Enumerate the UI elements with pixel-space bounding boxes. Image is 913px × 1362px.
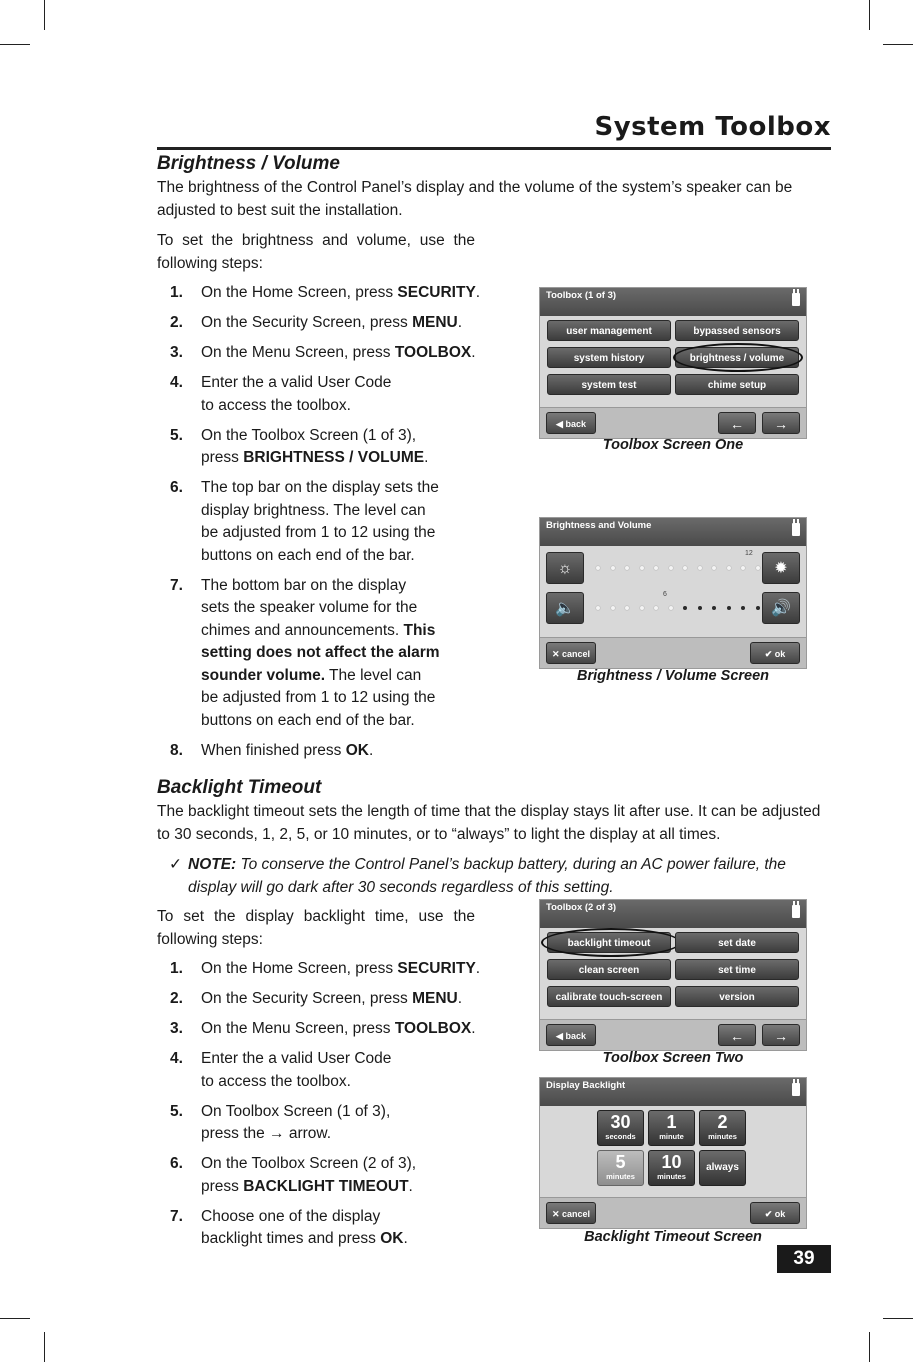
- step-text: On Toolbox Screen (1 of 3),: [201, 1102, 391, 1120]
- brightness-up-button[interactable]: ✹: [762, 552, 800, 584]
- option-value: 2: [717, 1112, 728, 1132]
- timeout-2-minutes-button[interactable]: [699, 1110, 746, 1146]
- left-arrow-button[interactable]: ←: [718, 1024, 756, 1046]
- system-history-button[interactable]: system history: [547, 347, 671, 368]
- level-dot: [683, 566, 687, 570]
- step-text: On the Toolbox Screen (1 of 3),: [201, 426, 417, 444]
- level-dot: [611, 606, 615, 610]
- ok-label: ok: [774, 1209, 786, 1219]
- step-text: On the Security Screen, press: [201, 990, 413, 1007]
- step-number: 1.: [170, 284, 183, 301]
- step-text: to access the toolbox.: [201, 1072, 351, 1090]
- step-keyword: sounder volume.: [201, 666, 326, 684]
- step-text: The level can: [325, 666, 422, 684]
- timeout-5-minutes-button[interactable]: [597, 1150, 644, 1186]
- level-dot: [741, 566, 745, 570]
- step-text: .: [457, 990, 463, 1007]
- crop-mark: [869, 1332, 870, 1362]
- step-text: press: [201, 1177, 244, 1195]
- screen-caption: Toolbox Screen Two: [602, 1050, 744, 1066]
- title-rule: [157, 147, 831, 150]
- step-keyword: SECURITY: [397, 284, 476, 301]
- level-dot: [640, 566, 644, 570]
- step: [157, 1101, 487, 1146]
- backlight-timeout-button[interactable]: backlight timeout: [547, 932, 671, 953]
- step-text: Choose one of the display: [201, 1207, 381, 1225]
- crop-mark: [869, 0, 870, 30]
- timeout-always-button[interactable]: [699, 1150, 746, 1186]
- option-value: 30: [610, 1112, 631, 1132]
- left-arrow-button[interactable]: ←: [718, 412, 756, 434]
- step-number: 8.: [170, 741, 183, 759]
- user-management-button[interactable]: user management: [547, 320, 671, 341]
- screen-title-bar: [540, 900, 806, 928]
- ok-button[interactable]: ✔ ok: [750, 642, 800, 664]
- step: [157, 1018, 487, 1041]
- step-text: The bottom bar on the display: [201, 576, 407, 594]
- backlight-intro: The backlight timeout sets the length of time that the display stays lit after use. It can be adjusted to 30 seconds, 1, 2, 5, or 10 minutes, or to “always” to light the display at all times.: [157, 803, 821, 843]
- step-text: press: [201, 449, 244, 466]
- step-keyword: setting does not affect the alarm: [201, 644, 440, 661]
- step-keyword: TOOLBOX: [394, 344, 472, 361]
- step-text: When finished press: [201, 741, 346, 759]
- note-label: NOTE:: [188, 856, 237, 873]
- backlight-timeout-screen: [539, 1077, 807, 1229]
- level-dot: [741, 606, 745, 610]
- step-text: Enter the a valid User Code: [201, 1050, 392, 1067]
- step: [157, 740, 487, 763]
- highlight-oval: [673, 343, 803, 372]
- step-number: 2.: [170, 314, 183, 331]
- step-text: .: [369, 741, 374, 759]
- intro-line: To set the display backlight time, use the: [157, 908, 475, 925]
- screen-body: [540, 928, 806, 1020]
- brightness-volume-button[interactable]: brightness / volume: [675, 347, 799, 368]
- note: [157, 854, 837, 899]
- step-keyword: MENU: [412, 314, 458, 331]
- level-dot: [712, 606, 716, 610]
- step-text: Enter the a valid User Code: [201, 374, 392, 391]
- power-plug-icon: [792, 905, 800, 918]
- bypassed-sensors-button[interactable]: bypassed sensors: [675, 320, 799, 341]
- step-text: to access the toolbox.: [201, 396, 351, 414]
- cancel-label: cancel: [562, 1209, 591, 1219]
- step-keyword: OK: [380, 1230, 404, 1247]
- power-plug-icon: [792, 293, 800, 306]
- screen-title: Brightness and Volume: [546, 520, 652, 531]
- level-dot: [698, 606, 702, 610]
- brightness-heading: Brightness / Volume: [157, 153, 340, 174]
- page-title: System Toolbox: [594, 112, 831, 142]
- step-text: .: [408, 1177, 413, 1195]
- option-unit: minutes: [708, 1132, 737, 1141]
- screen-nav-bar: [540, 407, 806, 438]
- option-unit: minutes: [606, 1172, 635, 1181]
- intro-line: following steps:: [157, 930, 263, 948]
- step-text: press the → arrow.: [201, 1125, 332, 1142]
- option-unit: always: [706, 1162, 739, 1173]
- cancel-button[interactable]: ✕ cancel: [546, 1202, 596, 1224]
- level-dot: [756, 566, 760, 570]
- page-number: 39: [777, 1245, 831, 1273]
- crop-mark: [0, 1318, 30, 1319]
- screen-caption: Brightness / Volume Screen: [576, 668, 770, 684]
- brightness-steps-intro: [157, 230, 475, 275]
- brightness-down-button[interactable]: ☼: [546, 552, 584, 584]
- step-text: On the Security Screen, press: [201, 314, 413, 331]
- brightness-steps: [157, 282, 487, 770]
- level-dot: [640, 606, 644, 610]
- step-number: 2.: [170, 990, 183, 1007]
- step-text: On the Home Screen, press: [201, 284, 398, 301]
- step-number: 3.: [170, 1020, 183, 1037]
- checkmark-icon: ✓: [169, 856, 182, 873]
- level-dot: [654, 606, 658, 610]
- level-dot: [669, 566, 673, 570]
- back-label: back: [565, 419, 586, 429]
- step: [157, 372, 487, 417]
- brightness-level-label: 12: [745, 550, 753, 557]
- crop-mark: [44, 0, 45, 30]
- cancel-label: cancel: [562, 649, 591, 659]
- step-text: backlight times and press: [201, 1230, 381, 1247]
- step-number: 7.: [170, 1207, 183, 1225]
- step: [157, 312, 487, 335]
- chime-setup-button[interactable]: chime setup: [675, 374, 799, 395]
- step-keyword: BRIGHTNESS / VOLUME: [243, 449, 425, 466]
- screen-body: [540, 546, 806, 638]
- screen-body: [540, 1106, 806, 1198]
- level-dot: [611, 566, 615, 570]
- step-text: display brightness. The level can: [201, 501, 426, 519]
- timeout-1-minute-button[interactable]: [648, 1110, 695, 1146]
- crop-mark: [883, 44, 913, 45]
- step-keyword: OK: [345, 741, 369, 759]
- step-text: The top bar on the display sets the: [201, 479, 439, 496]
- step-text: chimes and announcements.: [201, 621, 404, 639]
- backlight-steps: [157, 958, 487, 1258]
- step-text: sets the speaker volume for the: [201, 599, 418, 616]
- crop-mark: [0, 44, 30, 45]
- screen-title-bar: [540, 518, 806, 546]
- option-unit: minute: [659, 1132, 684, 1141]
- level-dot: [698, 566, 702, 570]
- step-text: .: [471, 1020, 476, 1037]
- system-test-button[interactable]: system test: [547, 374, 671, 395]
- step-number: 6.: [170, 479, 183, 496]
- option-value: 10: [661, 1152, 682, 1172]
- backlight-steps-intro: [157, 906, 475, 951]
- step-text: On the Menu Screen, press: [201, 1020, 395, 1037]
- step-number: 5.: [170, 426, 183, 444]
- step-keyword: BACKLIGHT TIMEOUT: [243, 1177, 409, 1195]
- volume-level-label: 6: [663, 591, 667, 598]
- level-dot: [654, 566, 658, 570]
- screen-nav-bar: [540, 1019, 806, 1050]
- note-body: [157, 854, 837, 899]
- brightness-volume-screen: [539, 517, 807, 669]
- set-time-button[interactable]: set time: [675, 959, 799, 980]
- step-text: On the Home Screen, press: [201, 960, 398, 977]
- version-button[interactable]: version: [675, 986, 799, 1007]
- step-text: .: [475, 960, 481, 977]
- level-dot: [756, 606, 760, 610]
- step: [157, 958, 487, 981]
- intro-line: To set the brightness and volume, use the: [157, 232, 475, 249]
- power-plug-icon: [792, 523, 800, 536]
- option-value: 5: [615, 1152, 626, 1172]
- level-dot: [712, 566, 716, 570]
- step-text: be adjusted from 1 to 12 using the: [201, 524, 436, 541]
- step: [157, 342, 487, 365]
- step: [157, 988, 487, 1011]
- step-number: 3.: [170, 344, 183, 361]
- screen-body: [540, 316, 806, 408]
- step: [157, 1206, 487, 1251]
- toolbox-screen-two: [539, 899, 807, 1051]
- step-number: 4.: [170, 1050, 183, 1067]
- step-text: be adjusted from 1 to 12 using the: [201, 689, 436, 706]
- back-label: back: [565, 1031, 586, 1041]
- level-dot: [683, 606, 687, 610]
- right-arrow-button[interactable]: →: [762, 1024, 800, 1046]
- note-text: To conserve the Control Panel’s backup battery, during an AC power failure, the display will go dark after 30 seconds regardless of this setting.: [188, 856, 786, 896]
- option-value: 1: [666, 1112, 677, 1132]
- volume-down-button[interactable]: 🔈: [546, 592, 584, 624]
- step: [157, 282, 487, 305]
- option-unit: seconds: [605, 1132, 636, 1141]
- screen-caption: Toolbox Screen One: [602, 437, 744, 453]
- step: [157, 425, 487, 470]
- step: [157, 477, 487, 567]
- screen-action-bar: [540, 1197, 806, 1228]
- ok-label: ok: [774, 649, 786, 659]
- level-dot: [727, 606, 731, 610]
- level-dot: [669, 606, 673, 610]
- screen-title: Toolbox (1 of 3): [546, 290, 617, 301]
- step-keyword: TOOLBOX: [394, 1020, 472, 1037]
- backlight-heading: Backlight Timeout: [157, 777, 322, 798]
- cancel-button[interactable]: ✕ cancel: [546, 642, 596, 664]
- right-arrow-button[interactable]: →: [762, 412, 800, 434]
- crop-mark: [44, 1332, 45, 1362]
- screen-title-bar: [540, 1078, 806, 1106]
- volume-up-button[interactable]: 🔊: [762, 592, 800, 624]
- ok-button[interactable]: ✔ ok: [750, 1202, 800, 1224]
- option-unit: minutes: [657, 1172, 686, 1181]
- step-text: .: [471, 344, 476, 361]
- step-text: buttons on each end of the bar.: [201, 711, 415, 729]
- step-text: .: [424, 449, 429, 466]
- calibrate-touch-screen-button[interactable]: calibrate touch-screen: [547, 986, 671, 1007]
- level-dot: [727, 566, 731, 570]
- clean-screen-button[interactable]: clean screen: [547, 959, 671, 980]
- screen-title-bar: [540, 288, 806, 316]
- screen-title: Toolbox (2 of 3): [546, 902, 617, 913]
- step-text: buttons on each end of the bar.: [201, 546, 415, 564]
- step-number: 5.: [170, 1102, 183, 1120]
- brightness-intro: The brightness of the Control Panel’s display and the volume of the system’s speaker can be adjusted to best suit the installation.: [157, 179, 793, 219]
- step-number: 7.: [170, 576, 183, 594]
- timeout-30-seconds-button[interactable]: [597, 1110, 644, 1146]
- step-number: 6.: [170, 1155, 183, 1172]
- step-text: On the Menu Screen, press: [201, 344, 395, 361]
- step-text: .: [457, 314, 463, 331]
- power-plug-icon: [792, 1083, 800, 1096]
- step-number: 1.: [170, 960, 183, 977]
- step-keyword: MENU: [412, 990, 458, 1007]
- step-keyword: SECURITY: [397, 960, 476, 977]
- timeout-10-minutes-button[interactable]: [648, 1150, 695, 1186]
- toolbox-screen-one: [539, 287, 807, 439]
- level-dot: [625, 566, 629, 570]
- step-number: 4.: [170, 374, 183, 391]
- screen-caption: Backlight Timeout Screen: [584, 1229, 762, 1245]
- intro-line: following steps:: [157, 254, 263, 272]
- set-date-button[interactable]: set date: [675, 932, 799, 953]
- step: [157, 1048, 487, 1093]
- back-button[interactable]: ◀ back: [546, 412, 596, 434]
- step: [157, 575, 487, 733]
- crop-mark: [883, 1318, 913, 1319]
- step-keyword: This: [403, 621, 436, 639]
- step-text: .: [475, 284, 481, 301]
- step-text: .: [403, 1230, 408, 1247]
- highlight-oval: [541, 928, 681, 957]
- back-button[interactable]: ◀ back: [546, 1024, 596, 1046]
- screen-action-bar: [540, 637, 806, 668]
- step-text: On the Toolbox Screen (2 of 3),: [201, 1155, 417, 1172]
- step: [157, 1153, 487, 1198]
- screen-title: Display Backlight: [546, 1080, 626, 1091]
- level-dot: [596, 566, 600, 570]
- level-dot: [625, 606, 629, 610]
- level-dot: [596, 606, 600, 610]
